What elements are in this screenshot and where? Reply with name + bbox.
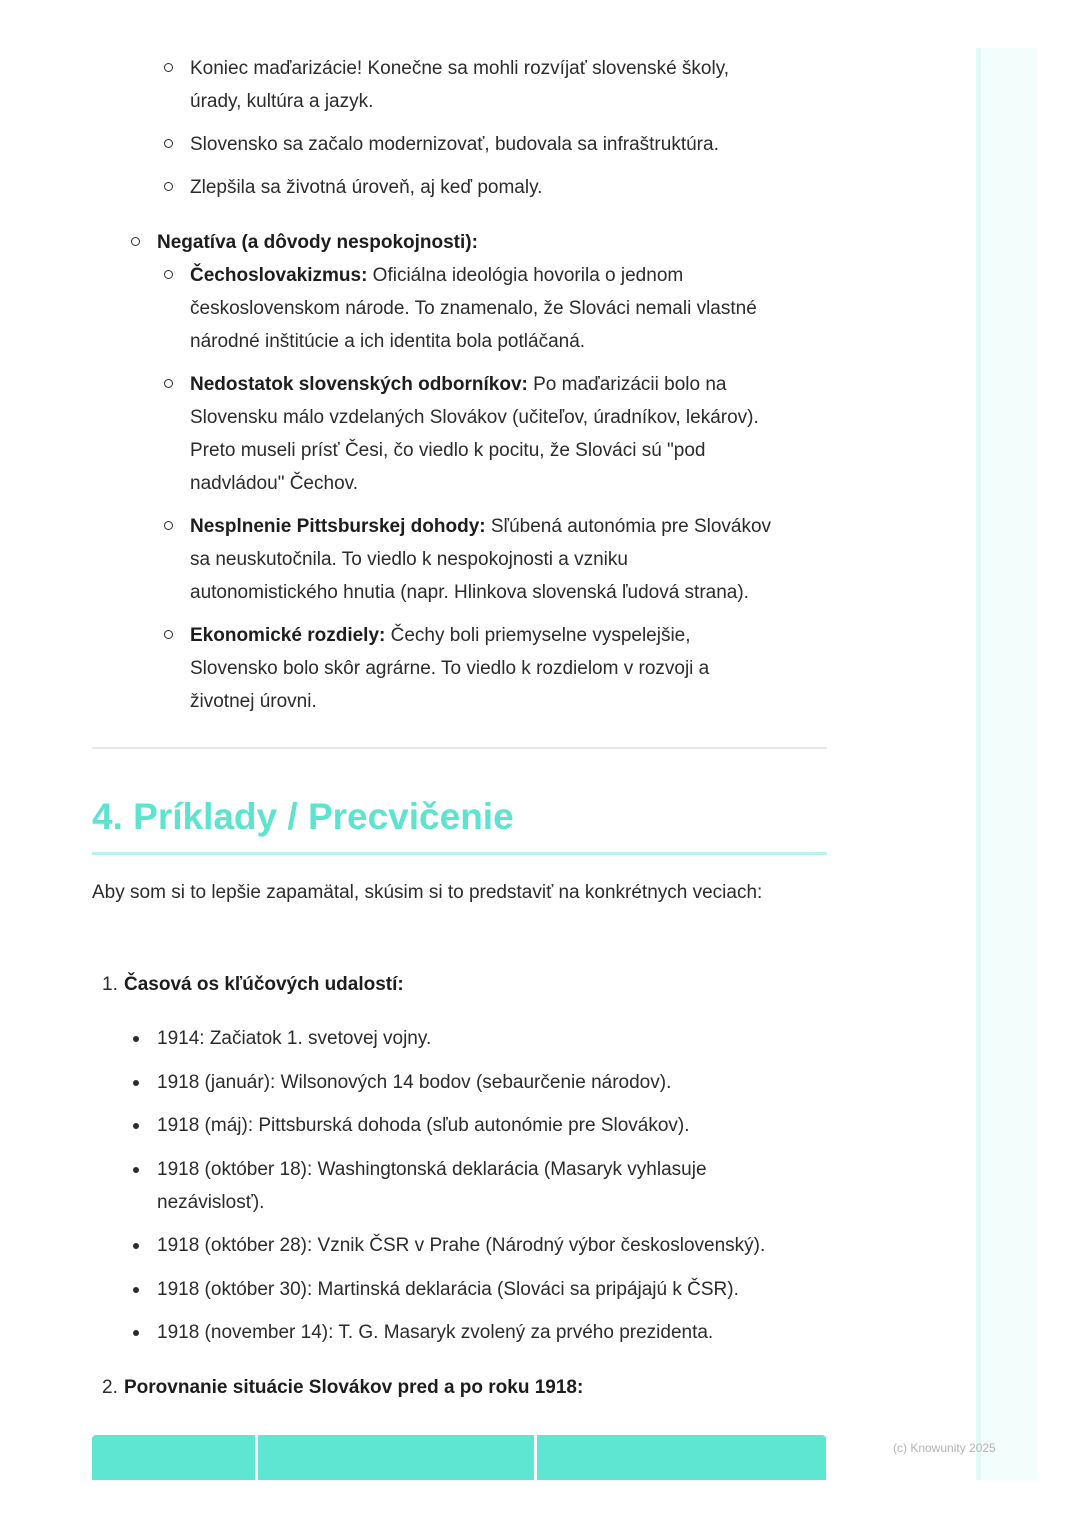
negative-item-line: Ekonomické rozdiely: Čechy boli priemyselne vyspelejšie, xyxy=(190,625,691,646)
list-number: 1. xyxy=(102,974,118,995)
comparison-table-header xyxy=(92,1435,826,1480)
list-bullet-icon xyxy=(133,1287,139,1293)
negative-item-line: autonomistického hnutia (napr. Hlinkova slovenská ľudová strana). xyxy=(190,582,749,603)
negative-item-line: Nesplnenie Pittsburskej dohody: Sľúbená autonómia pre Slovákov xyxy=(190,516,772,537)
table-header-cell xyxy=(258,1435,537,1480)
negative-item-line: Čechoslovakizmus: Oficiálna ideológia hovorila o jednom xyxy=(190,265,684,286)
list-bullet-icon xyxy=(133,1123,139,1129)
list-bullet-icon xyxy=(164,182,173,191)
negative-item-line: sa neuskutočnila. To viedlo k nespokojnosti a vzniku xyxy=(190,549,628,570)
list-title: Časová os kľúčových udalostí: xyxy=(124,974,404,995)
negative-item-line: životnej úrovni. xyxy=(190,691,317,712)
copyright-notice: (c) Knowunity 2025 xyxy=(893,1441,996,1455)
timeline-item: 1918 (október 28): Vznik ČSR v Prahe (Národný výbor československý). xyxy=(157,1235,766,1256)
timeline-item: 1918 (máj): Pittsburská dohoda (sľub autonómie pre Slovákov). xyxy=(157,1115,690,1136)
negative-item-line: nadvládou" Čechov. xyxy=(190,473,359,494)
list-bullet-icon xyxy=(164,63,173,72)
heading-underline xyxy=(92,852,827,855)
timeline-item: 1918 (január): Wilsonových 14 bodov (sebaurčenie národov). xyxy=(157,1072,672,1093)
negative-item-line: Nedostatok slovenských odborníkov: Po maďarizácii bolo na xyxy=(190,374,727,395)
list-title: Porovnanie situácie Slovákov pred a po roku 1918: xyxy=(124,1377,584,1398)
list-bullet-icon xyxy=(131,237,140,246)
timeline-item: 1918 (október 18): Washingtonská deklarácia (Masaryk vyhlasuje xyxy=(157,1159,707,1180)
section-divider xyxy=(92,747,827,749)
timeline-item: 1914: Začiatok 1. svetovej vojny. xyxy=(157,1028,432,1049)
negatives-heading: Negatíva (a dôvody nespokojnosti): xyxy=(157,232,478,253)
list-bullet-icon xyxy=(164,379,173,388)
list-bullet-icon xyxy=(164,139,173,148)
list-item-line: Zlepšila sa životná úroveň, aj keď pomaly. xyxy=(190,177,543,198)
list-bullet-icon xyxy=(164,270,173,279)
negative-item-line: Slovensko bolo skôr agrárne. To viedlo k rozdielom v rozvoji a xyxy=(190,658,710,679)
list-bullet-icon xyxy=(133,1080,139,1086)
timeline-item: 1918 (november 14): T. G. Masaryk zvolený za prvého prezidenta. xyxy=(157,1322,714,1343)
timeline-item: nezávislosť). xyxy=(157,1192,265,1213)
list-bullet-icon xyxy=(133,1036,139,1042)
section-heading: 4. Príklady / Precvičenie xyxy=(92,796,514,837)
timeline-item: 1918 (október 30): Martinská deklarácia (Slováci sa pripájajú k ČSR). xyxy=(157,1279,739,1300)
list-bullet-icon xyxy=(164,630,173,639)
negative-item-line: národné inštitúcie a ich identita bola potláčaná. xyxy=(190,331,586,352)
list-item-line: Slovensko sa začalo modernizovať, budovala sa infraštruktúra. xyxy=(190,134,719,155)
table-header-cell xyxy=(537,1435,826,1480)
list-item-line: úrady, kultúra a jazyk. xyxy=(190,91,374,112)
section-intro: Aby som si to lepšie zapamätal, skúsim si to predstaviť na konkrétnych veciach: xyxy=(92,882,763,903)
list-bullet-icon xyxy=(164,521,173,530)
list-number: 2. xyxy=(102,1377,118,1398)
list-bullet-icon xyxy=(133,1243,139,1249)
list-item-line: Koniec maďarizácie! Konečne sa mohli rozvíjať slovenské školy, xyxy=(190,58,730,79)
page-sidebar xyxy=(976,48,1037,1480)
list-bullet-icon xyxy=(133,1167,139,1173)
negative-item-line: Slovensku málo vzdelaných Slovákov (učiteľov, úradníkov, lekárov). xyxy=(190,407,759,428)
negative-item-line: československom národe. To znamenalo, že Slováci nemali vlastné xyxy=(190,298,757,319)
negative-item-line: Preto museli prísť Česi, čo viedlo k pocitu, že Slováci sú "pod xyxy=(190,440,706,461)
list-bullet-icon xyxy=(133,1330,139,1336)
table-header-cell xyxy=(92,1435,258,1480)
